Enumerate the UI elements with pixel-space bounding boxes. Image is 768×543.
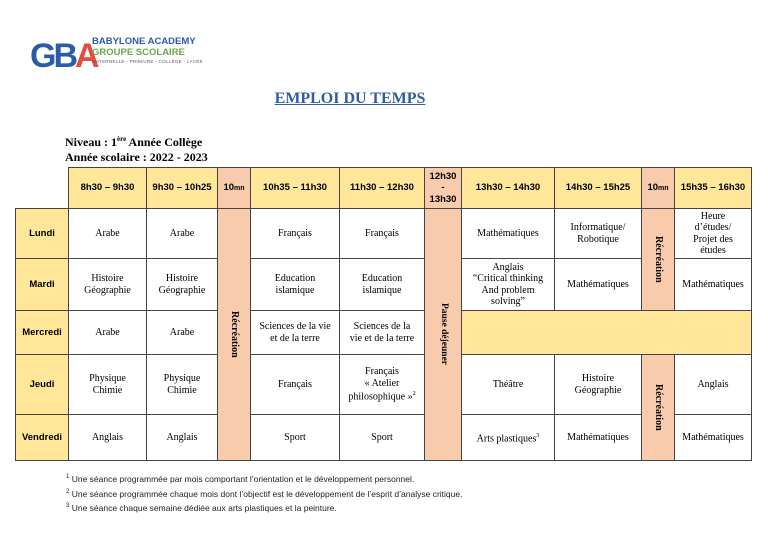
corner-cell xyxy=(16,168,69,209)
day-label: Jeudi xyxy=(16,355,69,415)
logo-mark: GBA xyxy=(30,37,97,75)
slot-header: 9h30 – 10h25 xyxy=(147,168,218,209)
recreation-label: Récréation xyxy=(652,236,664,283)
row-mercredi xyxy=(16,311,752,355)
day-label: Mercredi xyxy=(16,311,69,355)
course-cell: Arts plastiques$^3$ xyxy=(462,415,555,461)
day-label: Vendredi xyxy=(16,415,69,461)
course-cell: Education islamique xyxy=(251,259,340,311)
recreation-label: Récréation xyxy=(228,311,240,358)
footnote-2: $^2$ Une séance programmée chaque mois dont l’objectif est le développement de l’esprit d’analyse critique. xyxy=(66,489,463,499)
course-cell: Anglais xyxy=(69,415,147,461)
day-label: Mardi xyxy=(16,259,69,311)
free-afternoon-cell xyxy=(462,311,752,355)
course-cell: Français xyxy=(251,355,340,415)
footnote-3: $^3$ Une séance chaque semaine dédiée aux arts plastiques et la peinture. xyxy=(66,503,337,513)
class-info xyxy=(65,132,208,165)
course-cell: Sciences de la vie et de la terre xyxy=(251,311,340,355)
lunch-break-column xyxy=(425,209,462,461)
slot-header: 14h30 – 15h25 xyxy=(555,168,642,209)
row-mardi xyxy=(16,259,752,311)
course-cell: Mathématiques xyxy=(675,259,752,311)
course-cell: Education islamique xyxy=(340,259,425,311)
school-logo xyxy=(30,34,203,80)
course-cell: Français xyxy=(251,209,340,259)
school-year-line: Année scolaire : 2022 - 2023 xyxy=(65,150,208,164)
course-cell: Arabe xyxy=(69,209,147,259)
logo-levels: MATERNELLE - PRIMAIRE - COLLÈGE - LYCÉE xyxy=(92,59,203,64)
logo-academy-name: BABYLONE ACADEMY xyxy=(92,36,196,47)
course-cell: Mathématiques xyxy=(555,259,642,311)
footnote-1: $^1$ Une séance programmée par mois comportant l’orientation et le développement personnel. xyxy=(66,474,415,484)
slot-header: 10h35 – 11h30 xyxy=(251,168,340,209)
page-title: EMPLOI DU TEMPS xyxy=(274,90,426,107)
row-lundi xyxy=(16,209,752,259)
course-cell: Anglais “Critical thinking And problem solving” xyxy=(462,259,555,311)
course-cell: Arabe xyxy=(69,311,147,355)
day-label: Lundi xyxy=(16,209,69,259)
course-cell: Sciences de la vie et de la terre xyxy=(340,311,425,355)
afternoon-recreation-cell xyxy=(642,209,675,311)
course-cell: Anglais xyxy=(147,415,218,461)
lunch-label: Pause déjeuner xyxy=(438,303,449,366)
course-cell: Physique Chimie xyxy=(147,355,218,415)
slot-header: 8h30 – 9h30 xyxy=(69,168,147,209)
course-cell: Théâtre xyxy=(462,355,555,415)
morning-recreation-column xyxy=(218,209,251,461)
logo-group-name: GROUPE SCOLAIRE xyxy=(92,47,185,58)
course-cell: Français « Atelier philosophique »$^2$ xyxy=(340,355,425,415)
course-cell: Arabe xyxy=(147,209,218,259)
course-cell: Heure d’études/ Projet des études xyxy=(675,209,752,259)
course-cell: Histoire Géographie xyxy=(555,355,642,415)
course-cell: Histoire Géographie xyxy=(147,259,218,311)
slot-header: 11h30 – 12h30 xyxy=(340,168,425,209)
course-cell: Mathématiques xyxy=(555,415,642,461)
slot-header: 13h30 – 14h30 xyxy=(462,168,555,209)
timetable xyxy=(15,167,752,461)
afternoon-recreation-cell xyxy=(642,355,675,461)
row-vendredi xyxy=(16,415,752,461)
course-cell: Physique Chimie xyxy=(69,355,147,415)
course-cell: Informatique/ Robotique xyxy=(555,209,642,259)
course-cell: Mathématiques xyxy=(462,209,555,259)
course-cell: Français xyxy=(340,209,425,259)
course-cell: Arabe xyxy=(147,311,218,355)
course-cell: Sport xyxy=(340,415,425,461)
slot-header: 15h35 – 16h30 xyxy=(675,168,752,209)
recreation-label: Récréation xyxy=(652,384,664,431)
lunch-header: 12h30 - 13h30 xyxy=(425,168,462,209)
header-row xyxy=(16,168,752,209)
niveau-line: Niveau : 1ère Année Collège xyxy=(65,135,203,149)
course-cell: Histoire Géographie xyxy=(69,259,147,311)
row-jeudi xyxy=(16,355,752,415)
course-cell: Anglais xyxy=(675,355,752,415)
break-header: 10mn xyxy=(218,168,251,209)
course-cell: Mathématiques xyxy=(675,415,752,461)
course-cell: Sport xyxy=(251,415,340,461)
logo-text xyxy=(92,36,203,66)
break-header: 10mn xyxy=(642,168,675,209)
